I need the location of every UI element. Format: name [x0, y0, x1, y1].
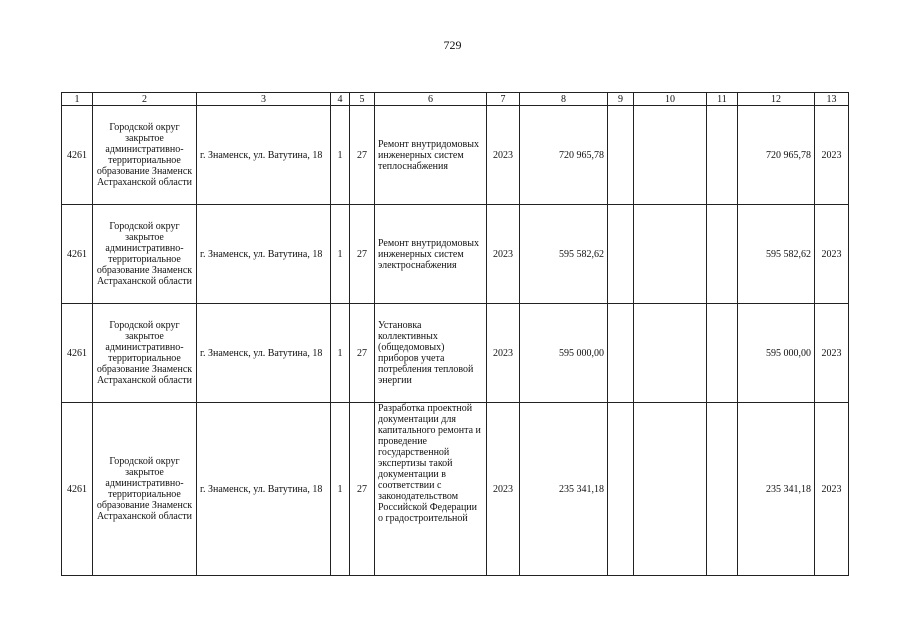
cost-cell: 595 582,62	[520, 205, 608, 304]
col12-cell: 720 965,78	[738, 106, 815, 205]
col11-cell	[707, 106, 738, 205]
table-row	[62, 304, 849, 403]
column-header: 6	[375, 93, 487, 106]
col13-cell: 2023	[815, 403, 849, 576]
cost-cell: 720 965,78	[520, 106, 608, 205]
municipality-cell: Городской округ закрытое административно-территориальное образование Знаменск Астраханской области	[93, 403, 197, 576]
col5-cell: 27	[350, 106, 375, 205]
column-header: 2	[93, 93, 197, 106]
column-header: 1	[62, 93, 93, 106]
col10-cell	[634, 205, 707, 304]
col12-cell: 595 000,00	[738, 304, 815, 403]
address-cell: г. Знаменск, ул. Ватутина, 18	[197, 205, 331, 304]
col5-cell: 27	[350, 403, 375, 576]
column-header: 11	[707, 93, 738, 106]
col13-cell: 2023	[815, 304, 849, 403]
col9-cell	[608, 304, 634, 403]
col10-cell	[634, 304, 707, 403]
col11-cell	[707, 304, 738, 403]
cost-cell: 235 341,18	[520, 403, 608, 576]
column-header: 13	[815, 93, 849, 106]
col11-cell	[707, 205, 738, 304]
col12-cell: 235 341,18	[738, 403, 815, 576]
address-cell: г. Знаменск, ул. Ватутина, 18	[197, 304, 331, 403]
col9-cell	[608, 106, 634, 205]
work-type-cell: Разработка проектной документации для капитального ремонта и проведение государственной экспертизы такой документации в соответствии с законодательством Российской Федерации о градостроительной	[375, 403, 487, 576]
work-type-cell: Ремонт внутридомовых инженерных систем электроснабжения	[375, 205, 487, 304]
municipality-cell: Городской округ закрытое административно-территориальное образование Знаменск Астраханской области	[93, 304, 197, 403]
col5-cell: 27	[350, 205, 375, 304]
column-header: 5	[350, 93, 375, 106]
cost-cell: 595 000,00	[520, 304, 608, 403]
column-header: 12	[738, 93, 815, 106]
row-id-cell: 4261	[62, 403, 93, 576]
address-cell: г. Знаменск, ул. Ватутина, 18	[197, 106, 331, 205]
work-type-cell: Ремонт внутридомовых инженерных систем теплоснабжения	[375, 106, 487, 205]
column-header: 4	[331, 93, 350, 106]
col12-cell: 595 582,62	[738, 205, 815, 304]
municipality-cell: Городской округ закрытое административно-территориальное образование Знаменск Астраханской области	[93, 106, 197, 205]
col4-cell: 1	[331, 106, 350, 205]
address-cell: г. Знаменск, ул. Ватутина, 18	[197, 403, 331, 576]
year-cell: 2023	[487, 205, 520, 304]
col9-cell	[608, 403, 634, 576]
col13-cell: 2023	[815, 106, 849, 205]
column-header: 10	[634, 93, 707, 106]
row-id-cell: 4261	[62, 304, 93, 403]
work-type-cell: Установка коллективных (общедомовых) приборов учета потребления тепловой энергии	[375, 304, 487, 403]
col10-cell	[634, 106, 707, 205]
municipality-cell: Городской округ закрытое административно-территориальное образование Знаменск Астраханской области	[93, 205, 197, 304]
col10-cell	[634, 403, 707, 576]
column-header: 8	[520, 93, 608, 106]
column-header: 9	[608, 93, 634, 106]
header-row	[62, 93, 849, 106]
table-row	[62, 403, 849, 576]
col9-cell	[608, 205, 634, 304]
register-table	[61, 92, 849, 576]
column-header: 3	[197, 93, 331, 106]
column-header: 7	[487, 93, 520, 106]
col4-cell: 1	[331, 205, 350, 304]
table-row	[62, 205, 849, 304]
page-number: 729	[443, 38, 462, 52]
year-cell: 2023	[487, 106, 520, 205]
year-cell: 2023	[487, 403, 520, 576]
col4-cell: 1	[331, 403, 350, 576]
row-id-cell: 4261	[62, 106, 93, 205]
col4-cell: 1	[331, 304, 350, 403]
col13-cell: 2023	[815, 205, 849, 304]
year-cell: 2023	[487, 304, 520, 403]
table-row	[62, 106, 849, 205]
col11-cell	[707, 403, 738, 576]
row-id-cell: 4261	[62, 205, 93, 304]
col5-cell: 27	[350, 304, 375, 403]
